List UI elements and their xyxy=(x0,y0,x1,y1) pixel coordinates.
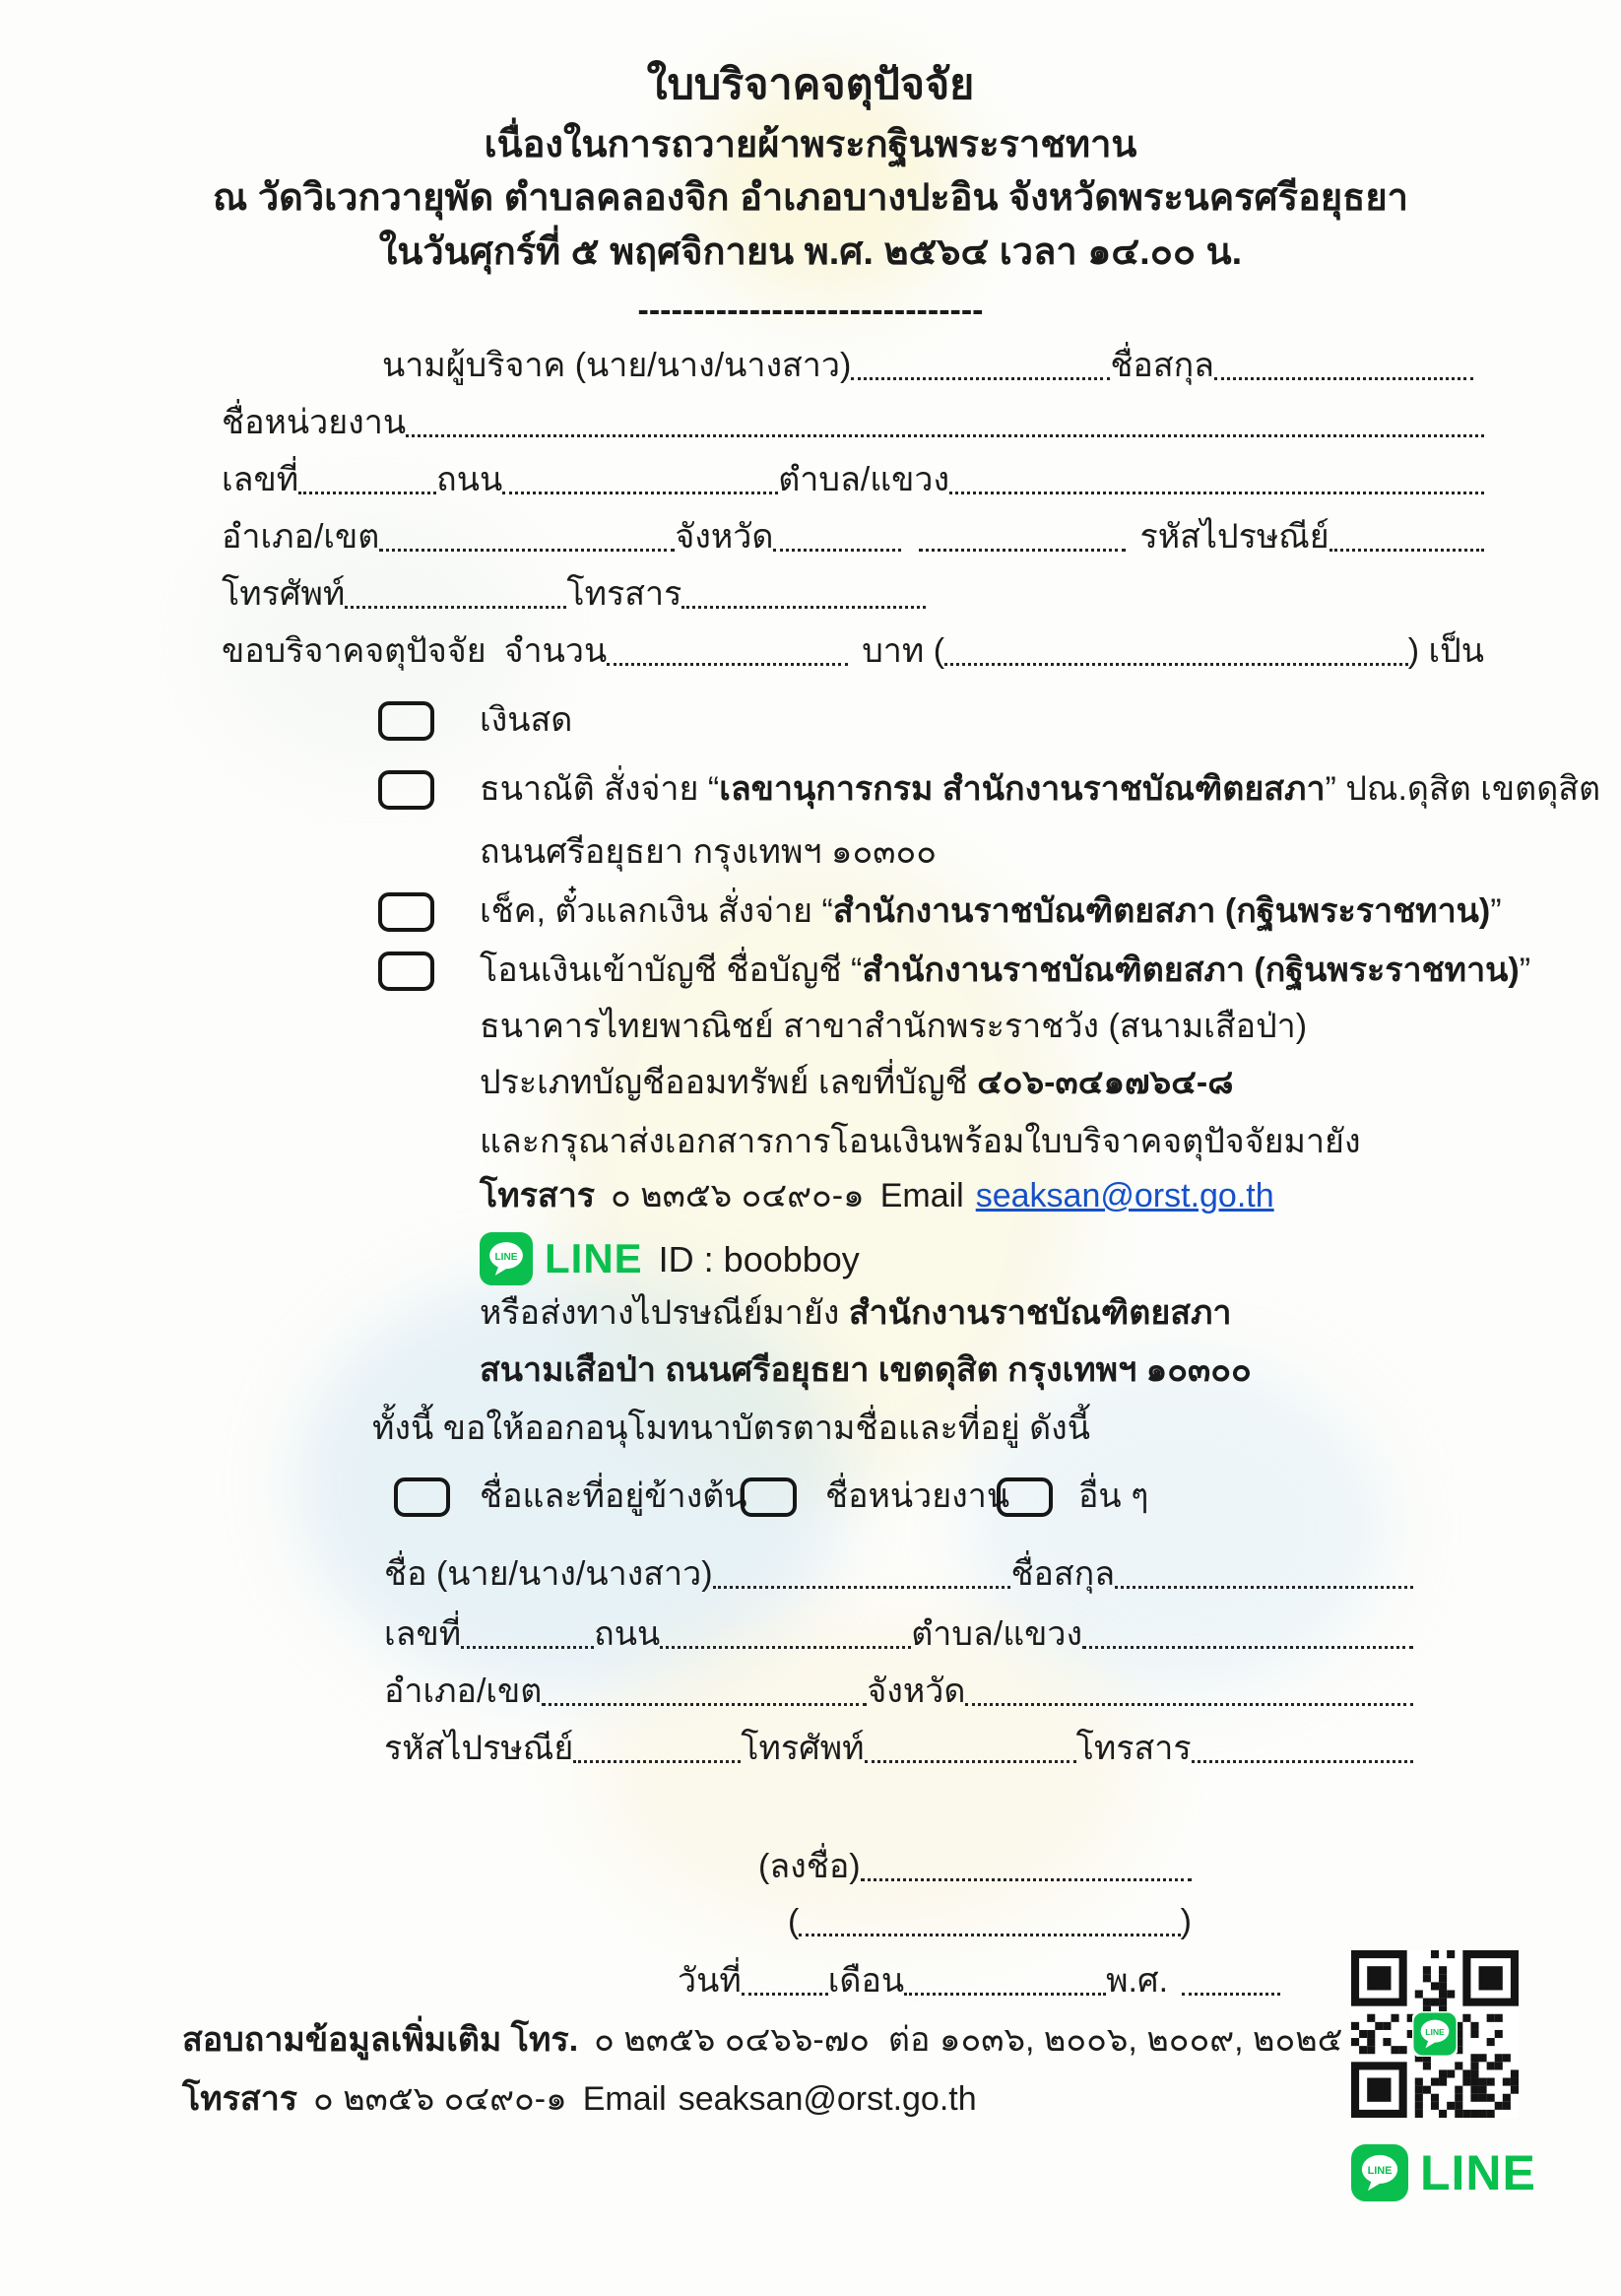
donor-province-label: จังหวัด xyxy=(675,518,774,556)
receipt-subdistrict-label: ตำบล/แขวง xyxy=(911,1615,1083,1653)
payment-cheque-checkbox xyxy=(378,892,434,932)
receipt-zip-field xyxy=(573,1760,741,1763)
amount-field xyxy=(607,663,848,666)
paren-close: ) xyxy=(1180,1903,1192,1940)
amount-label: จำนวน xyxy=(503,632,608,670)
donor-phone-field xyxy=(345,606,566,609)
receipt-option3-row xyxy=(1078,1476,1148,1518)
receipt-road-field xyxy=(660,1646,911,1649)
sign-label: (ลงชื่อ) xyxy=(758,1848,861,1885)
account-number: ๔๐๖-๓๔๑๗๖๔-๘ xyxy=(977,1064,1234,1101)
account-type-text: ประเภทบัญชีออมทรัพย์ เลขที่บัญชี xyxy=(480,1064,978,1101)
mail-office-name: สำนักงานราชบัณฑิตยสภา xyxy=(848,1294,1232,1332)
transfer-account-name: สำนักงานราชบัณฑิตยสภา (กฐินพระราชทาน) xyxy=(862,951,1520,989)
separator-dashes: ------------------------------- xyxy=(637,292,984,329)
mail-option-row xyxy=(480,1292,1232,1335)
footer-email-text: seaksan@orst.go.th xyxy=(678,2080,977,2118)
footer-inquiry-row xyxy=(182,2019,1342,2062)
donor-road-field xyxy=(502,492,778,494)
payment-money-order-checkbox xyxy=(378,770,434,810)
footer-fax-row xyxy=(182,2078,977,2121)
donor-zip-field xyxy=(1329,549,1484,552)
payment-transfer-checkbox xyxy=(378,951,434,991)
cheque-payee: สำนักงานราชบัณฑิตยสภา (กฐินพระราชทาน) xyxy=(832,892,1491,930)
receipt-option3-checkbox xyxy=(997,1477,1053,1517)
receipt-intro-row xyxy=(372,1408,1090,1450)
donor-zip-label: รหัสไปรษณีย์ xyxy=(1139,518,1329,556)
receipt-surname-label: ชื่อสกุล xyxy=(1010,1555,1116,1593)
donor-phone-row xyxy=(222,573,926,616)
receipt-district-field xyxy=(542,1703,867,1706)
donor-no-field xyxy=(298,492,436,494)
payment-cash-label: เงินสด xyxy=(480,701,573,739)
email-link[interactable]: seaksan@orst.go.th xyxy=(975,1177,1274,1214)
venue-line: ณ วัดวิเวกวายุพัด ตำบลคลองจิก อำเภอบางปะอิน จังหวัดพระนครศรีอยุธยา xyxy=(213,177,1408,219)
receipt-road-label: ถนน xyxy=(594,1615,661,1653)
receipt-subdistrict-field xyxy=(1082,1646,1413,1649)
donor-address2-row xyxy=(222,516,1484,558)
cheque-tail: ” xyxy=(1490,892,1502,930)
payment-money-order-row xyxy=(480,768,1600,811)
payment-cheque-row xyxy=(480,890,1502,933)
line-id-text: ID : boobboy xyxy=(658,1238,860,1279)
mail-option-text: หรือส่งทางไปรษณีย์มายัง xyxy=(480,1294,849,1332)
form-title: ใบบริจาคจตุปัจจัย xyxy=(646,61,975,108)
donor-address1-row xyxy=(222,459,1484,501)
date-row xyxy=(678,1960,1280,2002)
donor-surname-label: ชื่อสกุล xyxy=(1110,347,1214,384)
year-field xyxy=(1182,1993,1280,1996)
email-label: Email xyxy=(879,1177,964,1214)
month-field xyxy=(904,1993,1106,1996)
donor-district-label: อำเภอ/เขต xyxy=(222,518,380,556)
signature-row xyxy=(758,1846,1192,1888)
form-subtitle: เนื่องในการถวายผ้าพระกฐินพระราชทาน xyxy=(484,124,1137,165)
receipt-contact-row xyxy=(384,1728,1413,1770)
receipt-fax-field xyxy=(1192,1760,1413,1763)
receipt-zip-label: รหัสไปรษณีย์ xyxy=(384,1730,574,1767)
line-app-icon-large xyxy=(1351,2144,1408,2201)
day-field xyxy=(742,1993,828,1996)
donor-surname-field xyxy=(1214,377,1473,380)
close-to-be-label: ) เป็น xyxy=(1407,632,1484,670)
svg-text:LINE: LINE xyxy=(1425,2026,1445,2037)
money-order-address: ถนนศรีอยุธยา กรุงเทพฯ ๑๐๓๐๐ xyxy=(480,833,937,871)
baht-open-label: บาท ( xyxy=(862,632,945,670)
transfer-text: โอนเงินเข้าบัญชี ชื่อบัญชี “ xyxy=(480,951,863,989)
line-app-icon xyxy=(480,1232,533,1285)
signature-field xyxy=(861,1878,1192,1881)
donor-fax-label: โทรสาร xyxy=(566,575,682,613)
mail-address-text: สนามเสือป่า ถนนศรีอยุธยา เขตดุสิต กรุงเทพฯ ๑๐๓๐๐ xyxy=(480,1351,1252,1389)
donor-name-field xyxy=(851,377,1110,380)
money-order-payee: เลขานุการกรม สำนักงานราชบัณฑิตยสภา xyxy=(719,770,1326,808)
footer-fax-label: โทรสาร xyxy=(182,2080,298,2118)
amount-row xyxy=(222,630,1484,673)
payment-cash-checkbox xyxy=(378,701,434,741)
year-label: พ.ศ. xyxy=(1106,1962,1169,2000)
cheque-text: เช็ค, ตั๋วแลกเงิน สั่งจ่าย “ xyxy=(480,892,833,930)
receipt-province-field xyxy=(965,1703,1413,1706)
signature-name-row xyxy=(788,1901,1192,1943)
receipt-option1-checkbox xyxy=(394,1477,450,1517)
receipt-phone-field xyxy=(865,1760,1076,1763)
receipt-name-row xyxy=(384,1553,1413,1596)
receipt-fax-label: โทรสาร xyxy=(1075,1730,1192,1767)
receipt-name-label: ชื่อ (นาย/นาง/นางสาว) xyxy=(384,1555,713,1593)
footer-fax-number: ๐ ๒๓๕๖ ๐๔๙๐-๑ xyxy=(313,2080,567,2118)
receipt-surname-field xyxy=(1115,1586,1413,1589)
donor-district-field xyxy=(379,549,675,552)
receipt-no-field xyxy=(461,1646,594,1649)
line-id-row xyxy=(480,1231,860,1286)
receipt-phone-label: โทรศัพท์ xyxy=(741,1730,865,1767)
donor-phone-label: โทรศัพท์ xyxy=(222,575,346,613)
donor-province-field2 xyxy=(919,549,1126,552)
watermark-blob xyxy=(551,847,1083,1497)
line-wordmark: LINE xyxy=(545,1234,643,1281)
date-label: วันที่ xyxy=(678,1962,742,2000)
money-order-text: ธนาณัติ สั่งจ่าย “ xyxy=(480,770,720,808)
receipt-option2-checkbox xyxy=(741,1477,797,1517)
donor-org-row xyxy=(222,402,1484,444)
svg-text:LINE: LINE xyxy=(1367,2165,1393,2178)
footer-email-label: Email xyxy=(582,2080,667,2118)
receipt-option2-label: ชื่อหน่วยงาน xyxy=(825,1477,1010,1515)
send-docs-row xyxy=(480,1121,1361,1163)
receipt-option2-row xyxy=(825,1476,1009,1518)
amount-text-field xyxy=(944,663,1408,666)
bank-branch-text: ธนาคารไทยพาณิชย์ สาขาสำนักพระราชวัง (สนามเสือป่า) xyxy=(480,1008,1308,1045)
donor-name-row xyxy=(382,345,1473,387)
bank-row xyxy=(480,1006,1307,1048)
receipt-province-label: จังหวัด xyxy=(867,1673,966,1710)
receipt-intro-text: ทั้งนี้ ขอให้ออกอนุโมทนาบัตรตามชื่อและที่อยู่ ดังนี้ xyxy=(372,1410,1091,1447)
account-row xyxy=(480,1062,1233,1104)
inquiry-label: สอบถามข้อมูลเพิ่มเติม โทร. xyxy=(182,2021,579,2059)
money-order-tail: ” ปณ.ดุสิต เขตดุสิต xyxy=(1325,770,1601,808)
receipt-option1-label: ชื่อและที่อยู่ข้างต้น xyxy=(480,1477,747,1515)
payment-money-order-row2 xyxy=(480,831,937,874)
donor-no-label: เลขที่ xyxy=(222,461,299,498)
payment-cash-row xyxy=(480,699,572,742)
receipt-option3-label: อื่น ๆ xyxy=(1078,1477,1149,1515)
qr-center-line-icon xyxy=(1412,2011,1458,2067)
donor-subdistrict-label: ตำบล/แขวง xyxy=(778,461,950,498)
transfer-tail: ” xyxy=(1519,951,1531,989)
donor-org-label: ชื่อหน่วยงาน xyxy=(222,404,407,441)
receipt-address1-row xyxy=(384,1613,1413,1656)
date-line: ในวันศุกร์ที่ ๕ พฤศจิกายน พ.ศ. ๒๕๖๔ เวลา ๑๔.๐๐ น. xyxy=(378,231,1243,273)
receipt-no-label: เลขที่ xyxy=(384,1615,462,1653)
receipt-name-field xyxy=(713,1586,1011,1589)
fax-label: โทรสาร xyxy=(480,1177,596,1214)
donor-road-label: ถนน xyxy=(436,461,503,498)
donor-subdistrict-field xyxy=(949,492,1484,494)
receipt-option1-row xyxy=(480,1476,747,1518)
donor-name-label: นามผู้บริจาค (นาย/นาง/นางสาว) xyxy=(382,347,852,384)
receipt-district-label: อำเภอ/เขต xyxy=(384,1673,543,1710)
line-logo-row xyxy=(1351,2143,1536,2202)
fax-number: ๐ ๒๓๕๖ ๐๔๙๐-๑ xyxy=(611,1177,865,1214)
payment-transfer-row xyxy=(480,950,1530,992)
fax-email-row xyxy=(480,1175,1274,1217)
paren-open: ( xyxy=(788,1903,800,1940)
receipt-address2-row xyxy=(384,1671,1413,1713)
donor-org-field xyxy=(406,434,1484,437)
inquiry-numbers: ๐ ๒๓๕๖ ๐๔๖๖-๗๐ ต่อ ๑๐๓๖, ๒๐๐๖, ๒๐๐๙, ๒๐๒๕ xyxy=(594,2021,1343,2059)
line-qr-code xyxy=(1351,1950,1519,2118)
watermark-blob xyxy=(591,1606,1142,1940)
send-docs-text: และกรุณาส่งเอกสารการโอนเงินพร้อมใบบริจาคจตุปัจจัยมายัง xyxy=(480,1123,1361,1160)
signature-name-field xyxy=(799,1934,1180,1936)
donor-province-field xyxy=(773,549,901,552)
mail-address-row xyxy=(480,1349,1252,1392)
amount-intro-label: ขอบริจาคจตุปัจจัย xyxy=(222,632,486,670)
svg-text:LINE: LINE xyxy=(494,1252,518,1264)
month-label: เดือน xyxy=(827,1962,905,2000)
donor-fax-field xyxy=(681,606,926,609)
line-wordmark-large: LINE xyxy=(1420,2144,1536,2200)
